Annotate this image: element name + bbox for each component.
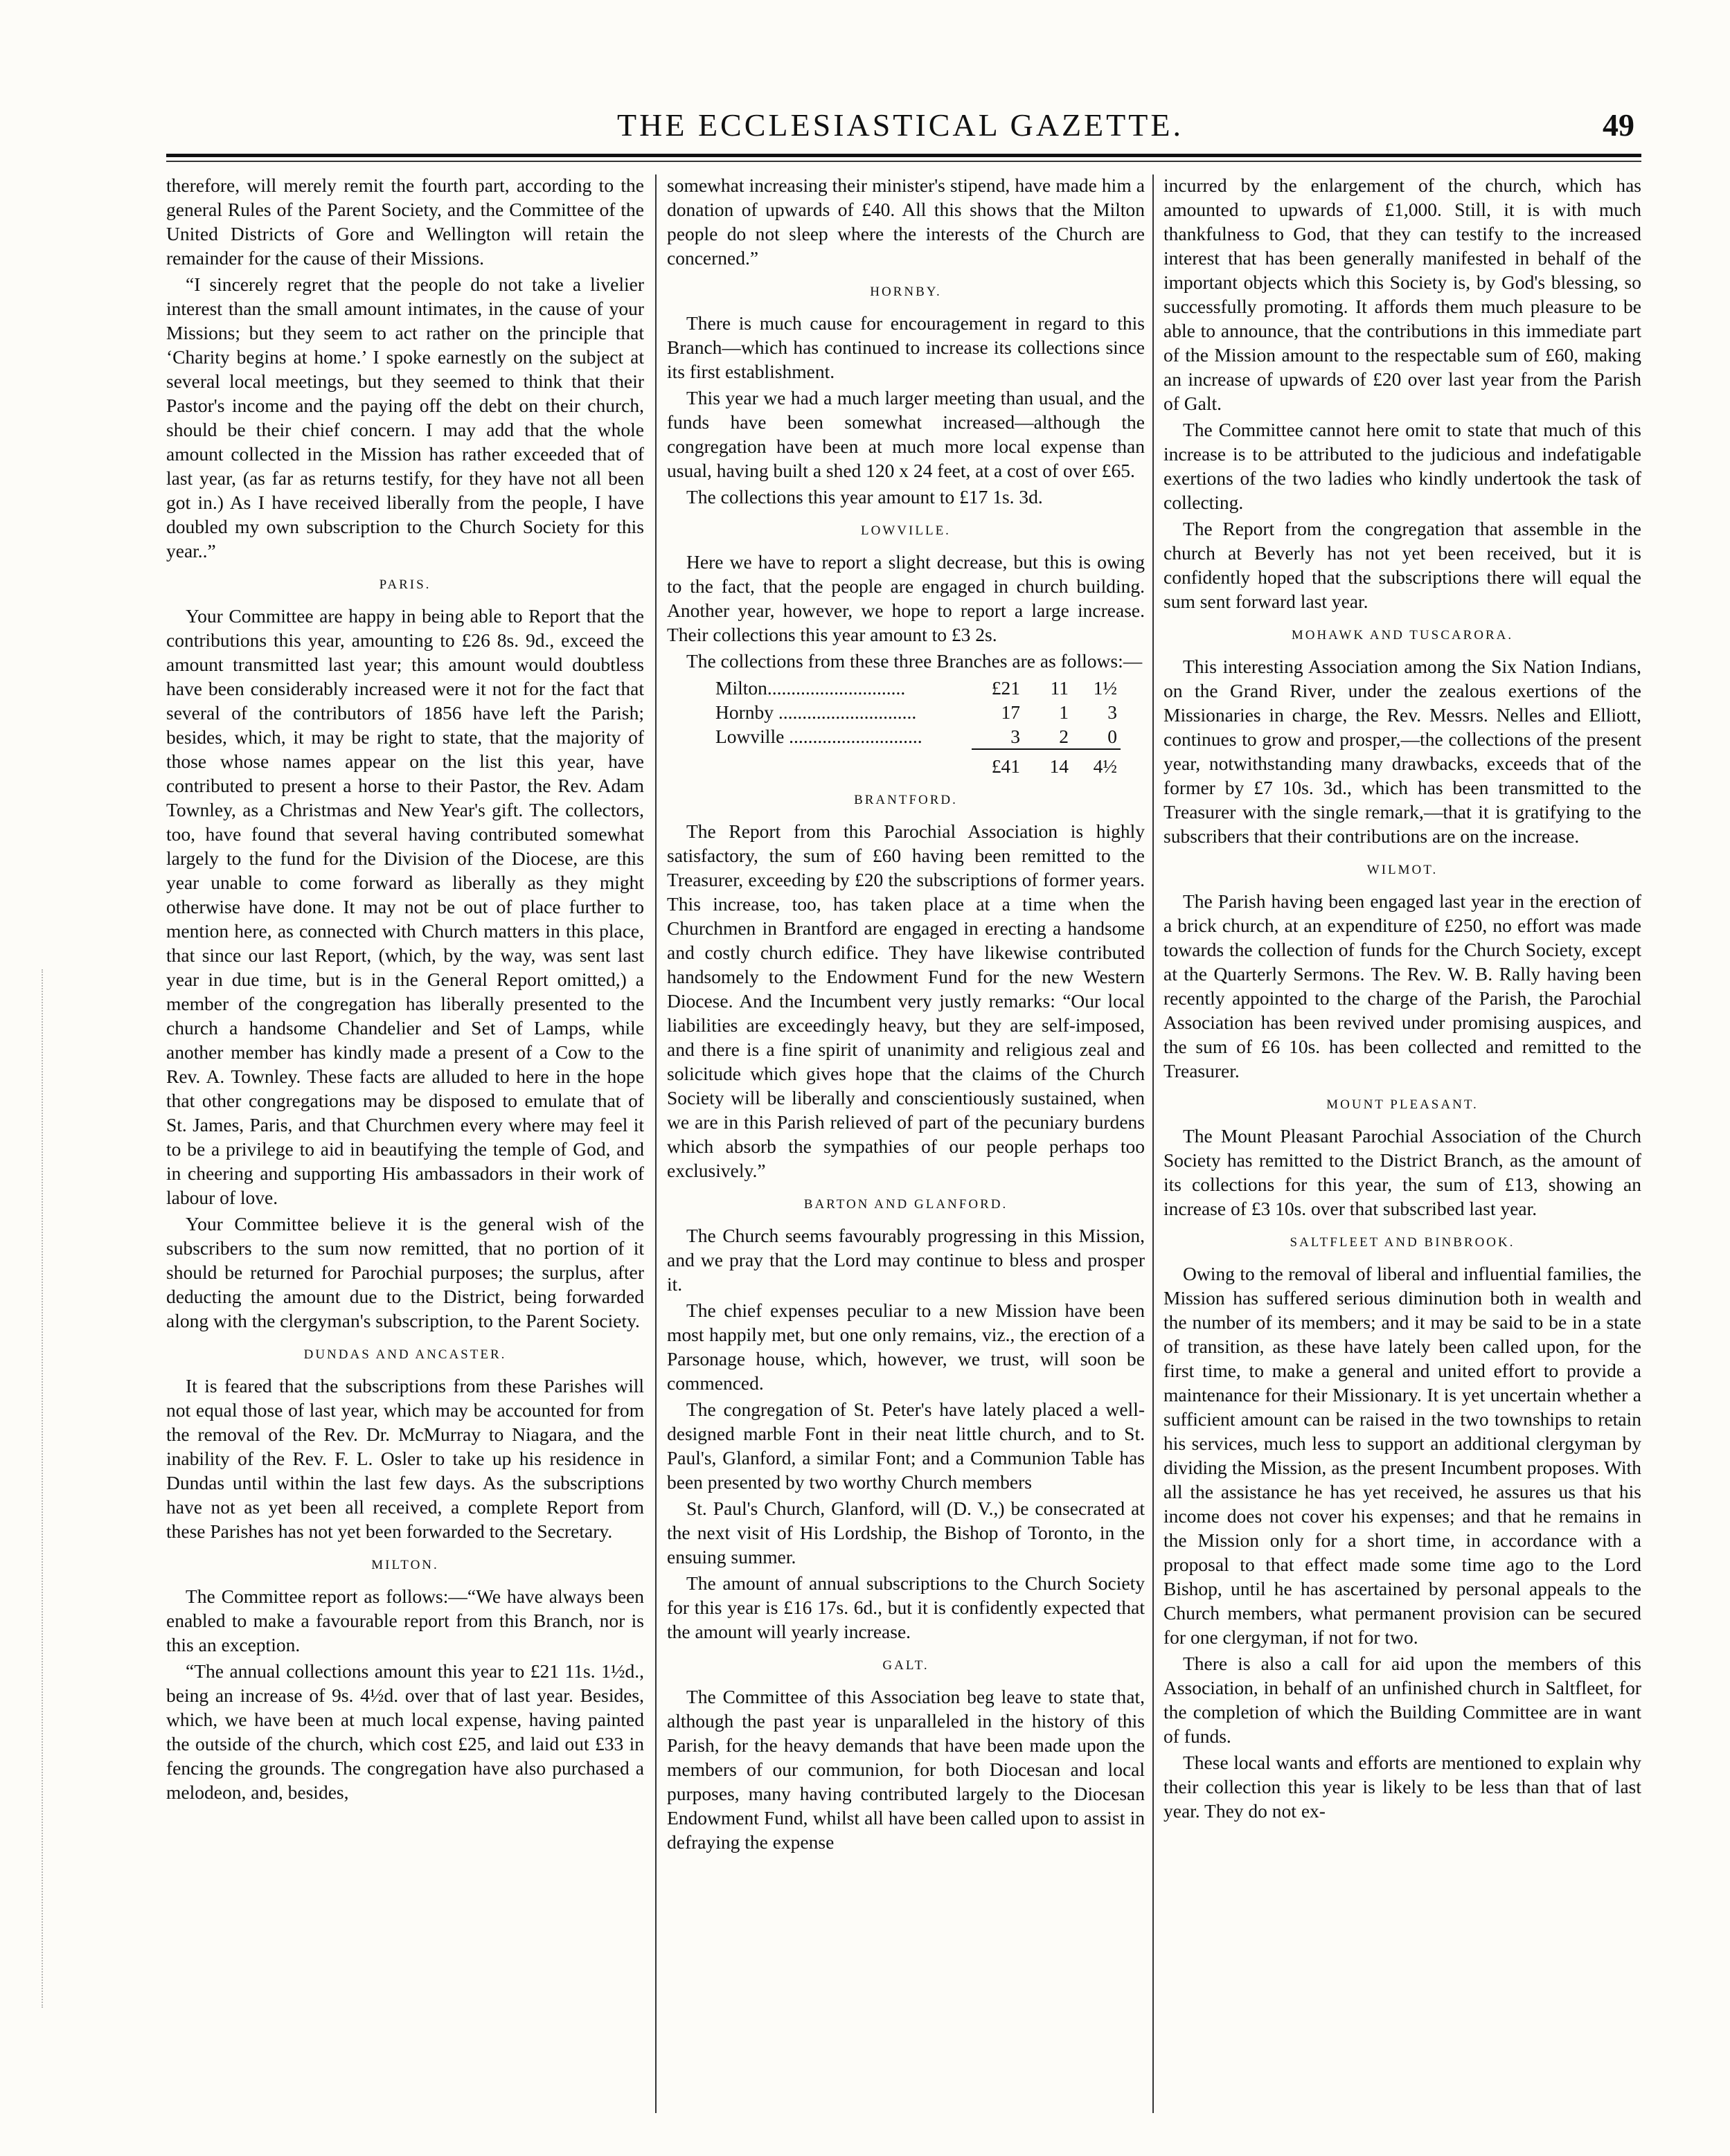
paragraph: St. Paul's Church, Glanford, will (D. V.,) be consecrated at the next visit of His Lordship, the Bishop of Toronto, in the ensuing summer.: [667, 1498, 1145, 1567]
paragraph: The Report from the congregation that assemble in the church at Beverly has not yet been received, but it is confidently hoped that the subscriptions there will equal the sum sent forward last year.: [1163, 518, 1641, 612]
column-1: [166, 173, 644, 2112]
section-heading-milton: MILTON.: [371, 1558, 439, 1572]
page-header: [166, 104, 1634, 145]
ledger-total-shillings: 14: [1049, 755, 1069, 777]
ledger-branch: Hornby .............................: [715, 701, 917, 723]
paragraph: incurred by the enlargement of the church, which has amounted to upwards of £1,000. Still, it is with much thankfulness to God, that they can testify to the increased interest that has been generally manifested in behalf of the important objects which this Society is, by God's blessing, so successfully promoting. It affords them much pleasure to be able to announce, that the contributions in this immediate part of the Mission amount to the respectable sum of £60, making an increase of upwards of £20 over last year from the Parish of Galt.: [1163, 174, 1641, 414]
ledger-pounds: 3: [1010, 726, 1020, 747]
page-number: 49: [1603, 107, 1634, 143]
paragraph: It is feared that the subscriptions from these Parishes will not equal those of last year, which may be accounted for from the removal of the Rev. Dr. McMurray to Niagara, and the inability of the Rev. F. L. Osler to take up his residence in Dundas until within the last few days. As the subscriptions have not as yet been all received, a complete Report from these Parishes has not yet been forwarded to the Secretary.: [166, 1375, 644, 1542]
paragraph: The Mount Pleasant Parochial Association of the Church Society has remitted to the District Branch, as the amount of its collections for this year, the sum of £13, showing an increase of £3 10s. over that subscribed last year.: [1163, 1125, 1641, 1219]
collections-ledger: [667, 676, 1145, 778]
section-heading-galt: GALT.: [882, 1658, 929, 1673]
paragraph: “The annual collections amount this year to £21 11s. 1½d., being an increase of 9s. 4½d. over that of last year. Besides, which, we have been at much local expense, having painted the outside of the church, which cost £25, and laid out £33 in fencing the grounds. The congregation have also purchased a melodeon, and, besides,: [166, 1660, 644, 1803]
paragraph: The Report from this Parochial Association is highly satisfactory, the sum of £60 having been remitted to the Treasurer, exceeding by £20 the subscriptions of former years. This increase, too, has taken place at a time when the Churchmen in Brantford are engaged in erecting a handsome and costly church edifice. They have likewise contributed handsomely to the Endowment Fund for the new Western Diocese. And the Incumbent very justly remarks: “Our local liabilities are exceedingly heavy, but they are self-imposed, and there is a fine spirit of unanimity and religious zeal and solicitude which gives hope that the claims of the Church Society will be liberally and conscientiously sustained, when we are in this Parish relieved of part of the pecuniary burdens which absorb the sympathies of our people perhaps too exclusively.”: [667, 820, 1145, 1181]
section-heading-hornby: HORNBY.: [870, 285, 942, 299]
ledger-branch: Lowville ............................: [715, 726, 922, 747]
section-heading-mount-pleasant: MOUNT PLEASANT.: [1326, 1097, 1479, 1112]
ledger-pence: 0: [1107, 726, 1117, 747]
ledger-total-pounds: £41: [991, 755, 1020, 777]
page-title: THE ECCLESIASTICAL GAZETTE.: [617, 107, 1184, 143]
ledger-total-pence: 4½: [1093, 755, 1117, 777]
section-heading-paris: PARIS.: [379, 577, 431, 592]
section-heading-lowville: LOWVILLE.: [861, 523, 951, 538]
section-heading-barton: BARTON AND GLANFORD.: [803, 1197, 1008, 1212]
paragraph: This interesting Association among the Six Nation Indians, on the Grand River, under the zealous exertions of the Missionaries in charge, the Rev. Messrs. Nelles and Elliott, continues to grow and prosper,—the collections of the present year, notwithstanding many drawbacks, exceeds that of the former by £7 10s. 3d., which has been transmitted to the Treasurer with the single remark,—that it is gratifying to the subscribers that their contributions are on the increase.: [1163, 656, 1641, 847]
ledger-pounds: 17: [1001, 701, 1020, 723]
header-rule-thin: [166, 161, 1641, 162]
margin-scan-artifact: [42, 969, 50, 2008]
ledger-shillings: 2: [1059, 726, 1069, 747]
paragraph: This year we had a much larger meeting than usual, and the funds have been somewhat increased—although the congregation have been at much more local expense than usual, having built a shed 120 x 24 feet, at a cost of over £65.: [667, 387, 1145, 481]
paragraph: somewhat increasing their minister's stipend, have made him a donation of upwards of £40. All this shows that the Milton people do not sleep where the interests of the Church are concerned.”: [667, 174, 1145, 269]
paragraph: The collections this year amount to £17 1s. 3d.: [686, 486, 1043, 507]
paragraph: Your Committee believe it is the general wish of the subscribers to the sum now remitted, that no portion of it should be returned for Parochial purposes; the surplus, after deducting the amount due to the District, being forwarded along with the clergyman's subscription, to the Parent Society.: [166, 1213, 644, 1331]
header-rule: [166, 154, 1641, 157]
paragraph: The collections from these three Branches are as follows:—: [686, 650, 1143, 672]
ledger-pence: 3: [1107, 701, 1117, 723]
paragraph: There is much cause for encouragement in regard to this Branch—which has continued to increase its collections since its first establishment.: [667, 312, 1145, 382]
paragraph: The Committee report as follows:—“We have always been enabled to make a favourable report from this Branch, nor is this an exception.: [166, 1585, 644, 1655]
column-divider: [655, 174, 657, 2113]
ledger-shillings: 11: [1050, 677, 1069, 699]
column-divider: [1152, 174, 1154, 2113]
paragraph: The Church seems favourably progressing in this Mission, and we pray that the Lord may continue to bless and prosper it.: [667, 1225, 1145, 1295]
paragraph: therefore, will merely remit the fourth part, according to the general Rules of the Parent Society, and the Committee of the United Districts of Gore and Wellington will retain the remainder for the cause of their Missions.: [166, 174, 644, 269]
ledger-pounds: £21: [991, 677, 1020, 699]
section-heading-brantford: BRANTFORD.: [854, 793, 958, 807]
section-heading-wilmot: WILMOT.: [1366, 863, 1438, 877]
paragraph: The amount of annual subscriptions to the Church Society for this year is £16 17s. 6d., but it is confidently expected that the amount will yearly increase.: [667, 1572, 1145, 1642]
ledger-branch: Milton.............................: [715, 677, 906, 699]
section-heading-mohawk: MOHAWK AND TUSCARORA.: [1291, 628, 1514, 643]
paragraph: Owing to the removal of liberal and influential families, the Mission has suffered serious diminution both in wealth and the number of its members; and it may be said to be in a state of transition, as these have lately been called upon, for the first time, to make a general and united effort to provide a maintenance for their Missionary. It is yet uncertain whether a sufficient amount can be raised in the two townships to retain his services, much less to support an additional clergyman by dividing the Mission, as the present Incumbent proposes. With all the assistance he has yet received, he assures us that his income does not cover his expenses; and that he remains in the Mission only for a short time, in accordance with a proposal to that effect made some time ago to the Lord Bishop, until he has ascertained by personal appeals to the Church members, what permanent provision can be secured for one clergyman, if not for two.: [1163, 1263, 1641, 1648]
ledger-row: [667, 676, 1145, 700]
paragraph: The chief expenses peculiar to a new Mission have been most happily met, but one only remains, viz., the erection of a Parsonage house, which, however, we trust, will soon be commenced.: [667, 1300, 1145, 1394]
ledger-pence: 1½: [1093, 677, 1117, 699]
paragraph: Here we have to report a slight decrease, but this is owing to the fact, that the people are engaged in church building. Another year, however, we hope to report a large increase. Their collections this year amount to £3 2s.: [667, 551, 1145, 645]
ledger-shillings: 1: [1059, 701, 1069, 723]
column-2: [667, 173, 1145, 2112]
paragraph: The congregation of St. Peter's have lately placed a well-designed marble Font in their neat little church, and to St. Paul's, Glanford, a similar Font; and a Communion Table has been presented by two worthy Church members: [667, 1399, 1145, 1493]
ledger-row: [667, 724, 1145, 748]
paragraph: The Parish having been engaged last year in the erection of a brick church, at an expenditure of £250, no effort was made towards the collection of funds for the Church Society, except at the Quarterly Sermons. The Rev. W. B. Rally having been recently appointed to the charge of the Parish, the Parochial Association has been revived under promising auspices, and the sum of £6 10s. has been collected and remitted to the Treasurer.: [1163, 890, 1641, 1081]
paragraph: These local wants and efforts are mentioned to explain why their collection this year is likely to be less than that of last year. They do not ex-: [1163, 1752, 1641, 1822]
section-heading-saltfleet: SALTFLEET AND BINBROOK.: [1290, 1235, 1515, 1250]
paragraph: Your Committee are happy in being able to Report that the contributions this year, amounting to £26 8s. 9d., exceed the amount transmitted last year; this amount would doubtless have been considerably increased were it not for the fact that several of the contributors of 1856 have left the Parish; besides, which, it may be right to state, that the majority of those whose names appear on the list this year, have contributed to present a horse to their Pastor, the Rev. Adam Townley, as a Christmas and New Year's gift. The collectors, too, have found that several having contributed somewhat largely to the fund for the Division of the Diocese, are this year unable to come forward as liberally as they might otherwise have done. It may not be out of place further to mention here, as connected with Church matters in this place, that since our last Report, (which, by the way, was sent last year in due time, but is in the General Report omitted,) a member of the congregation has liberally presented to the church a handsome Chandelier and Set of Lamps, while another member has kindly made a present of a Cow to the Rev. A. Townley. These facts are alluded to here in the hope that other congregations may be disposed to emulate that of St. James, Paris, and that Churchmen every where may feel it to be a privilege to aid in beautifying the temple of God, and in cheering and supporting His ambassadors in their work of labour of love.: [166, 605, 644, 1208]
ledger-row: [667, 700, 1145, 724]
paragraph: The Committee of this Association beg leave to state that, although the past year is unparalleled in the history of this Parish, for the heavy demands that have been made upon the members of our communion, for both Diocesan and local purposes, many having contributed largely to the Diocesan Endowment Fund, whilst all have been called upon to assist in defraying the expense: [667, 1686, 1145, 1853]
section-heading-dundas: DUNDAS AND ANCASTER.: [303, 1347, 507, 1362]
column-3: [1163, 173, 1641, 2112]
paragraph: “I sincerely regret that the people do not take a livelier interest than the small amount intimates, in the cause of your Missions; but they seem to act rather on the principle that ‘Charity begins at home.’ I spoke earnestly on the subject at several local meetings, but they seemed to think that their Pastor's income and the paying off the debt on their church, should be their chief concern. I may add that the whole amount collected in the Mission has rather exceeded that of last year, (as far as returns testify, for they have not all been got in.) As I have received liberally from the people, I have doubled my own subscription to the Church Society for this year..”: [166, 273, 644, 562]
paragraph: There is also a call for aid upon the members of this Association, in behalf of an unfinished church in Saltfleet, for the completion of which the Building Committee are in want of funds.: [1163, 1653, 1641, 1747]
ledger-total: [972, 748, 1121, 778]
paragraph: The Committee cannot here omit to state that much of this increase is to be attributed to the judicious and indefatigable exertions of the two ladies who kindly undertook the task of collecting.: [1163, 419, 1641, 513]
